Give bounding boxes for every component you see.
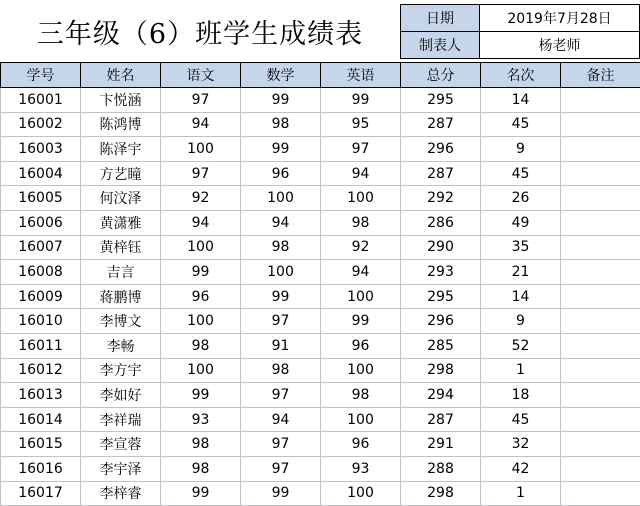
remarks-cell[interactable] xyxy=(561,407,640,432)
table-row xyxy=(1,284,640,309)
remarks-cell[interactable] xyxy=(561,309,640,334)
chinese-cell[interactable]: 100 xyxy=(161,358,241,383)
math-cell[interactable]: 100 xyxy=(241,260,321,285)
english-cell[interactable]: 94 xyxy=(321,260,401,285)
remarks-cell[interactable] xyxy=(561,88,640,113)
total-cell[interactable]: 287 xyxy=(401,161,481,186)
student-id-cell[interactable]: 16006 xyxy=(1,210,81,235)
name-cell[interactable]: 李畅 xyxy=(81,333,161,358)
author-value[interactable]: 杨老师 xyxy=(480,32,640,59)
name-cell[interactable]: 吉言 xyxy=(81,260,161,285)
english-cell[interactable]: 97 xyxy=(321,137,401,162)
chinese-cell[interactable]: 97 xyxy=(161,88,241,113)
table-row xyxy=(1,481,640,506)
math-cell[interactable]: 96 xyxy=(241,161,321,186)
english-cell[interactable]: 94 xyxy=(321,161,401,186)
math-cell[interactable]: 100 xyxy=(241,186,321,211)
grades-table xyxy=(0,62,640,506)
remarks-cell[interactable] xyxy=(561,284,640,309)
chinese-cell[interactable]: 96 xyxy=(161,284,241,309)
chinese-cell[interactable]: 100 xyxy=(161,235,241,260)
title-row xyxy=(0,0,640,62)
table-row xyxy=(1,235,640,260)
student-id-cell[interactable]: 16003 xyxy=(1,137,81,162)
total-cell[interactable]: 290 xyxy=(401,235,481,260)
remarks-cell[interactable] xyxy=(561,432,640,457)
name-cell[interactable]: 黄潇雅 xyxy=(81,210,161,235)
math-cell[interactable]: 99 xyxy=(241,88,321,113)
date-value[interactable]: 2019年7月28日 xyxy=(480,5,640,32)
total-cell[interactable]: 296 xyxy=(401,137,481,162)
english-cell[interactable]: 100 xyxy=(321,407,401,432)
chinese-cell[interactable]: 98 xyxy=(161,333,241,358)
math-cell[interactable]: 98 xyxy=(241,112,321,137)
student-id-cell[interactable]: 16008 xyxy=(1,260,81,285)
english-cell[interactable]: 99 xyxy=(321,309,401,334)
rank-cell[interactable]: 45 xyxy=(481,161,561,186)
rank-cell[interactable]: 42 xyxy=(481,456,561,481)
grade-body xyxy=(1,88,640,506)
student-id-cell[interactable]: 16014 xyxy=(1,407,81,432)
header-col-total[interactable]: 总分 xyxy=(401,63,481,88)
english-cell[interactable]: 92 xyxy=(321,235,401,260)
table-row xyxy=(1,112,640,137)
english-cell[interactable]: 100 xyxy=(321,481,401,506)
student-id-cell[interactable]: 16012 xyxy=(1,358,81,383)
total-cell[interactable]: 286 xyxy=(401,210,481,235)
rank-cell[interactable]: 26 xyxy=(481,186,561,211)
rank-cell[interactable]: 9 xyxy=(481,309,561,334)
remarks-cell[interactable] xyxy=(561,235,640,260)
header-col-remarks[interactable]: 备注 xyxy=(561,63,640,88)
student-id-cell[interactable]: 16010 xyxy=(1,309,81,334)
total-cell[interactable]: 295 xyxy=(401,284,481,309)
name-cell[interactable]: 陈鸿博 xyxy=(81,112,161,137)
rank-cell[interactable]: 14 xyxy=(481,88,561,113)
table-row xyxy=(1,407,640,432)
table-row xyxy=(1,358,640,383)
remarks-cell[interactable] xyxy=(561,333,640,358)
chinese-cell[interactable]: 100 xyxy=(161,137,241,162)
rank-cell[interactable]: 9 xyxy=(481,137,561,162)
math-cell[interactable]: 99 xyxy=(241,481,321,506)
total-cell[interactable]: 296 xyxy=(401,309,481,334)
total-cell[interactable]: 292 xyxy=(401,186,481,211)
remarks-cell[interactable] xyxy=(561,137,640,162)
student-id-cell[interactable]: 16002 xyxy=(1,112,81,137)
chinese-cell[interactable]: 94 xyxy=(161,210,241,235)
math-cell[interactable]: 94 xyxy=(241,407,321,432)
table-row xyxy=(1,260,640,285)
table-row xyxy=(1,432,640,457)
chinese-cell[interactable]: 97 xyxy=(161,161,241,186)
name-cell[interactable]: 卞悦涵 xyxy=(81,88,161,113)
rank-cell[interactable]: 45 xyxy=(481,112,561,137)
name-cell[interactable]: 何汶泽 xyxy=(81,186,161,211)
name-cell[interactable]: 李博文 xyxy=(81,309,161,334)
student-id-cell[interactable]: 16009 xyxy=(1,284,81,309)
rank-cell[interactable]: 32 xyxy=(481,432,561,457)
math-cell[interactable]: 97 xyxy=(241,383,321,408)
name-cell[interactable]: 李如好 xyxy=(81,383,161,408)
table-row xyxy=(1,186,640,211)
rank-cell[interactable]: 14 xyxy=(481,284,561,309)
remarks-cell[interactable] xyxy=(561,481,640,506)
student-id-cell[interactable]: 16011 xyxy=(1,333,81,358)
meta-row-date xyxy=(401,5,640,32)
rank-cell[interactable]: 49 xyxy=(481,210,561,235)
header-col-chinese[interactable]: 语文 xyxy=(161,63,241,88)
chinese-cell[interactable]: 99 xyxy=(161,481,241,506)
chinese-cell[interactable]: 100 xyxy=(161,309,241,334)
student-id-cell[interactable]: 16001 xyxy=(1,88,81,113)
rank-cell[interactable]: 1 xyxy=(481,481,561,506)
chinese-cell[interactable]: 98 xyxy=(161,456,241,481)
student-id-cell[interactable]: 16013 xyxy=(1,383,81,408)
chinese-cell[interactable]: 99 xyxy=(161,383,241,408)
english-cell[interactable]: 100 xyxy=(321,186,401,211)
math-cell[interactable]: 98 xyxy=(241,358,321,383)
rank-cell[interactable]: 21 xyxy=(481,260,561,285)
table-row xyxy=(1,88,640,113)
english-cell[interactable]: 93 xyxy=(321,456,401,481)
english-cell[interactable]: 99 xyxy=(321,88,401,113)
chinese-cell[interactable]: 99 xyxy=(161,260,241,285)
student-id-cell[interactable]: 16005 xyxy=(1,186,81,211)
math-cell[interactable]: 91 xyxy=(241,333,321,358)
name-cell[interactable]: 李宣蓉 xyxy=(81,432,161,457)
student-id-cell[interactable]: 16004 xyxy=(1,161,81,186)
name-cell[interactable]: 李梓睿 xyxy=(81,481,161,506)
remarks-cell[interactable] xyxy=(561,186,640,211)
total-cell[interactable]: 285 xyxy=(401,333,481,358)
table-row xyxy=(1,210,640,235)
student-id-cell[interactable]: 16017 xyxy=(1,481,81,506)
remarks-cell[interactable] xyxy=(561,456,640,481)
total-cell[interactable]: 288 xyxy=(401,456,481,481)
rank-cell[interactable]: 1 xyxy=(481,358,561,383)
remarks-cell[interactable] xyxy=(561,260,640,285)
english-cell[interactable]: 96 xyxy=(321,432,401,457)
author-label[interactable]: 制表人 xyxy=(401,32,480,59)
remarks-cell[interactable] xyxy=(561,383,640,408)
math-cell[interactable]: 99 xyxy=(241,284,321,309)
english-cell[interactable]: 100 xyxy=(321,284,401,309)
name-cell[interactable]: 方艺瞳 xyxy=(81,161,161,186)
english-cell[interactable]: 100 xyxy=(321,358,401,383)
chinese-cell[interactable]: 92 xyxy=(161,186,241,211)
date-label[interactable]: 日期 xyxy=(401,5,480,32)
rank-cell[interactable]: 18 xyxy=(481,383,561,408)
total-cell[interactable]: 298 xyxy=(401,358,481,383)
student-id-cell[interactable]: 16016 xyxy=(1,456,81,481)
total-cell[interactable]: 287 xyxy=(401,407,481,432)
name-cell[interactable]: 蒋鹏博 xyxy=(81,284,161,309)
table-row xyxy=(1,383,640,408)
table-row xyxy=(1,309,640,334)
math-cell[interactable]: 98 xyxy=(241,235,321,260)
math-cell[interactable]: 97 xyxy=(241,309,321,334)
total-cell[interactable]: 287 xyxy=(401,112,481,137)
total-cell[interactable]: 293 xyxy=(401,260,481,285)
total-cell[interactable]: 295 xyxy=(401,88,481,113)
remarks-cell[interactable] xyxy=(561,161,640,186)
meta-table xyxy=(400,4,640,59)
rank-cell[interactable]: 52 xyxy=(481,333,561,358)
meta-row-author xyxy=(401,32,640,59)
math-cell[interactable]: 99 xyxy=(241,137,321,162)
total-cell[interactable]: 291 xyxy=(401,432,481,457)
table-row xyxy=(1,333,640,358)
rank-cell[interactable]: 35 xyxy=(481,235,561,260)
chinese-cell[interactable]: 98 xyxy=(161,432,241,457)
remarks-cell[interactable] xyxy=(561,358,640,383)
student-id-cell[interactable]: 16015 xyxy=(1,432,81,457)
math-cell[interactable]: 94 xyxy=(241,210,321,235)
english-cell[interactable]: 96 xyxy=(321,333,401,358)
name-cell[interactable]: 李祥瑞 xyxy=(81,407,161,432)
name-cell[interactable]: 陈泽宇 xyxy=(81,137,161,162)
table-row xyxy=(1,456,640,481)
header-col-student-id[interactable]: 学号 xyxy=(1,63,81,88)
chinese-cell[interactable]: 94 xyxy=(161,112,241,137)
rank-cell[interactable]: 45 xyxy=(481,407,561,432)
english-cell[interactable]: 98 xyxy=(321,383,401,408)
name-cell[interactable]: 黄梓钰 xyxy=(81,235,161,260)
header-row xyxy=(1,63,640,88)
english-cell[interactable]: 95 xyxy=(321,112,401,137)
total-cell[interactable]: 294 xyxy=(401,383,481,408)
student-id-cell[interactable]: 16007 xyxy=(1,235,81,260)
header-col-rank[interactable]: 名次 xyxy=(481,63,561,88)
remarks-cell[interactable] xyxy=(561,210,640,235)
name-cell[interactable]: 李宇泽 xyxy=(81,456,161,481)
header-col-math[interactable]: 数学 xyxy=(241,63,321,88)
header-col-english[interactable]: 英语 xyxy=(321,63,401,88)
table-row xyxy=(1,161,640,186)
math-cell[interactable]: 97 xyxy=(241,432,321,457)
sheet-title: 三年级（6）班学生成绩表 xyxy=(0,0,400,62)
remarks-cell[interactable] xyxy=(561,112,640,137)
math-cell[interactable]: 97 xyxy=(241,456,321,481)
chinese-cell[interactable]: 93 xyxy=(161,407,241,432)
english-cell[interactable]: 98 xyxy=(321,210,401,235)
header-col-name[interactable]: 姓名 xyxy=(81,63,161,88)
table-row xyxy=(1,137,640,162)
total-cell[interactable]: 298 xyxy=(401,481,481,506)
name-cell[interactable]: 李方宇 xyxy=(81,358,161,383)
